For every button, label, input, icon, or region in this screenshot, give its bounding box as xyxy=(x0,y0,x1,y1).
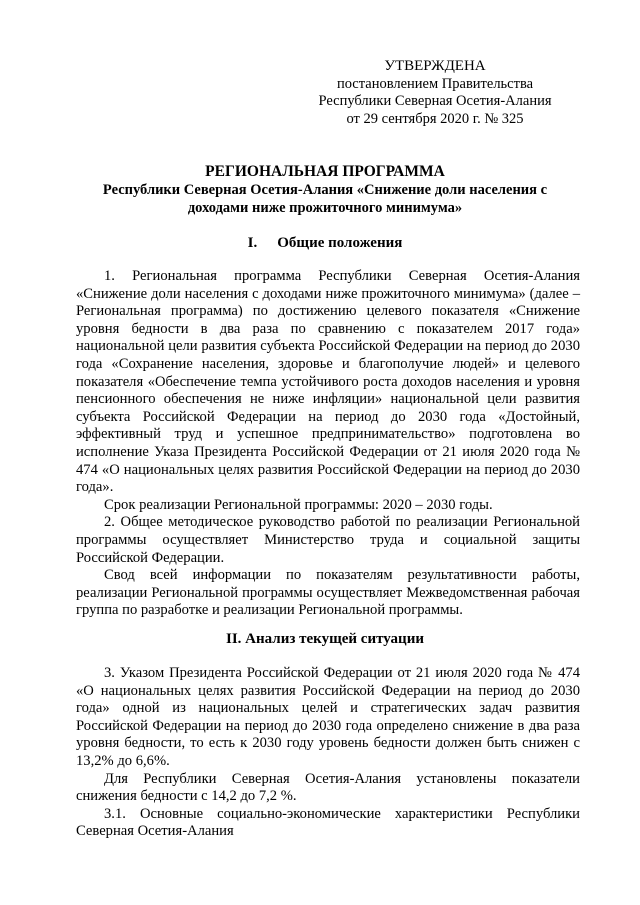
section-2-title: II. Анализ текущей ситуации xyxy=(226,631,424,647)
paragraph: 2. Общее методическое руководство работой по реализации Региональной программы осуществляет Министерство труда и социальной защиты Российской Федерации. xyxy=(76,514,580,566)
paragraph: 3.1. Основные социально-экономические характеристики Республики Северная Осетия-Алания xyxy=(76,805,580,840)
section-1-number: I. xyxy=(247,235,258,251)
section-2-body xyxy=(76,665,580,841)
approval-line-1: постановлением Правительства xyxy=(336,75,534,92)
program-subtitle-line-2: доходами ниже прожиточного минимума» xyxy=(187,200,463,216)
paragraph: Свод всей информации по показателям результативности работы, реализации Региональной программы осуществляет Межведомственная рабочая группа по разработке и реализации Региональной программы. xyxy=(76,567,580,619)
program-title-block xyxy=(70,163,580,217)
approved-label: УТВЕРЖДЕНА xyxy=(384,58,486,74)
section-1-body xyxy=(76,268,580,620)
paragraph: Для Республики Северная Осетия-Алания установлены показатели снижения бедности с 14,2 до 7,2 %. xyxy=(76,770,580,805)
paragraph: 3. Указом Президента Российской Федерации от 21 июля 2020 года № 474 «О национальных целях развития Российской Федерации на период до 2030 года» одной из национальных целей и стратегических задач развития Российской Федерации на период до 2030 года определено снижение в два раза уровня бедности, то есть к 2030 году уровень бедности должен быть снижен с 13,2% до 6,6%. xyxy=(76,665,580,769)
section-1-title: Общие положения xyxy=(277,235,403,251)
program-title: РЕГИОНАЛЬНАЯ ПРОГРАММА xyxy=(205,163,445,180)
section-1-heading xyxy=(70,234,580,252)
approval-line-3: от 29 сентября 2020 г. № 325 xyxy=(346,110,524,127)
paragraph: Срок реализации Региональной программы: 2020 – 2030 годы. xyxy=(104,496,493,513)
paragraph: 1. Региональная программа Республики Северная Осетия-Алания «Снижение доли населения с доходами ниже прожиточного минимума» (далее – Региональная программа) по достижению целевого показателя «Снижение уровня бедности в два раза по сравнению с показателем 2017 года» национальной цели развития субъекта Российской Федерации на период до 2030 года «Сохранение населения, здоровье и благополучие людей» и целевого показателя «Обеспечение темпа устойчивого роста доходов населения и уровня пенсионного обеспечения не ниже инфляции» национальной цели развития субъекта Российской Федерации на период до 2030 года «Достойный, эффективный труд и успешное предпринимательство» подготовлена во исполнение Указа Президента Российской Федерации от 21 июля 2020 года № 474 «О национальных целях развития Российской Федерации на период до 2030 года». xyxy=(76,268,580,496)
section-2-heading xyxy=(70,630,580,648)
approval-line-2: Республики Северная Осетия-Алания xyxy=(318,93,552,109)
approval-stamp xyxy=(300,58,570,128)
program-subtitle-line-1: Республики Северная Осетия-Алания «Снижение доли населения с xyxy=(102,182,548,198)
